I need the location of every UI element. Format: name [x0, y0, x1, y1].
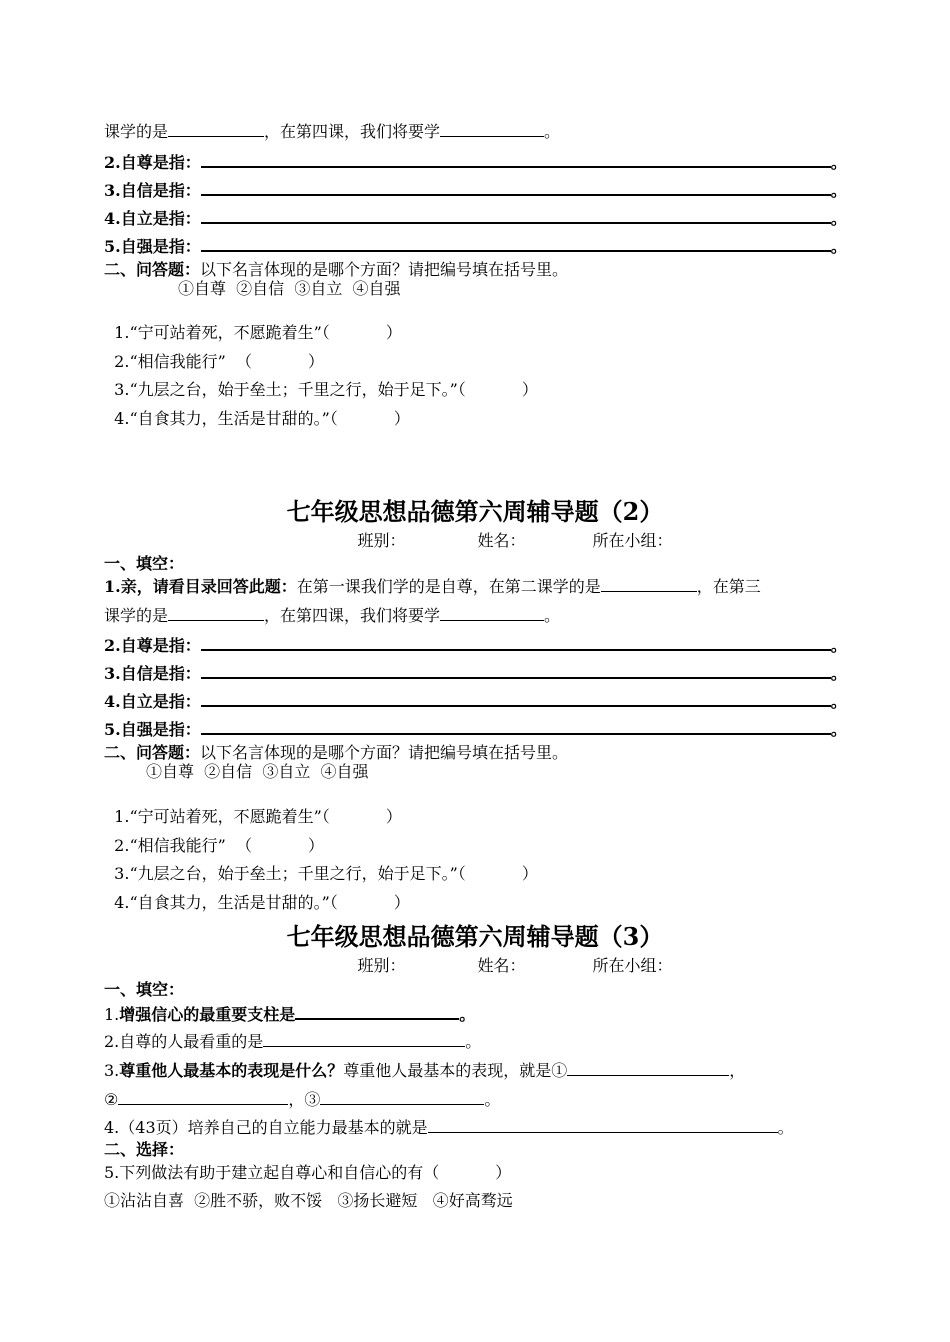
s2-def-end: 。: [830, 692, 847, 711]
s3-q1-blank[interactable]: [295, 1002, 459, 1020]
s3-q3-number: 3.: [104, 1061, 120, 1080]
s2-qa-heading: 二、问答题：: [104, 743, 201, 762]
s3-q2-end: 。: [465, 1032, 482, 1051]
s1-answer-blank-3[interactable]: [168, 120, 264, 137]
s1-quote-close: ）: [385, 323, 402, 342]
s3-q3-text: 尊重他人最基本的表现，就是①: [343, 1061, 568, 1080]
s2-q1-prompt: 1.亲，请看目录回答此题：: [104, 577, 297, 596]
s2-class-label: 班别：: [357, 531, 406, 550]
s2-def-end: 。: [830, 664, 847, 683]
s2-options: ①自尊 ②自信 ③自立 ④自强: [146, 762, 369, 781]
s2-q1-row: [104, 575, 761, 598]
s3-q3-marker-3: ，③: [288, 1090, 321, 1109]
s2-def-label-self-respect: 2.自尊是指：: [104, 636, 201, 655]
s2-fill-continuation: [104, 604, 560, 627]
s3-page-title: 七年级思想品德第六周辅导题（3）: [286, 922, 664, 951]
s3-q1-number: 1.: [104, 1005, 120, 1024]
s1-fill-continuation: [104, 120, 560, 143]
s3-q2-blank[interactable]: [263, 1030, 465, 1047]
s2-def-end: 。: [830, 720, 847, 739]
s2-fill-text-a: 课学的是: [104, 606, 169, 625]
s2-q1-end: ，在第三: [696, 577, 761, 596]
s3-group-label: 所在小组：: [592, 956, 673, 975]
s1-def-end: 。: [830, 237, 847, 256]
s2-qa-instruction: 以下名言体现的是哪个方面？请把编号填在括号里。: [200, 743, 569, 762]
s1-fill-text-a: 课学的是: [104, 122, 169, 141]
s1-answer-blank-4[interactable]: [440, 120, 544, 137]
s1-quote-text: 2.“相信我能行” （: [114, 352, 252, 371]
s3-q3-marker-2: ②: [104, 1090, 119, 1109]
s2-def-blank-self-respect[interactable]: [201, 633, 831, 651]
s3-class-label: 班别：: [357, 956, 406, 975]
s3-q2-text: 2.自尊的人最看重的是: [104, 1032, 264, 1051]
s3-q3-continuation: [104, 1088, 500, 1111]
s1-definition-row: [104, 206, 847, 230]
s1-fill-text-b: ，在第四课，我们将要学: [264, 122, 441, 141]
s1-def-blank-self-improvement[interactable]: [201, 234, 831, 252]
s2-quote-text: 2.“相信我能行” （: [114, 836, 252, 855]
s1-def-end: 。: [830, 181, 847, 200]
s2-student-info: [0, 530, 950, 552]
s1-def-end: 。: [830, 153, 847, 172]
s1-def-label-self-reliance: 4.自立是指：: [104, 209, 201, 228]
s1-quote-close: ）: [521, 380, 538, 399]
s3-name-label: 姓名：: [477, 956, 526, 975]
s2-quote-close: ）: [385, 807, 402, 826]
s1-def-label-self-confidence: 3.自信是指：: [104, 181, 201, 200]
s2-quote-row: [104, 870, 410, 914]
s1-quote-close: ）: [393, 409, 410, 428]
s1-fill-text-c: 。: [544, 122, 561, 141]
s2-quote-close: ）: [307, 836, 324, 855]
s2-quote-text: 1.“宁可站着死，不愿跪着生”（: [114, 807, 330, 826]
s3-q3-blank-1[interactable]: [567, 1059, 729, 1076]
s3-student-info: [0, 955, 950, 977]
s1-qa-heading: 二、问答题：: [104, 260, 201, 279]
s1-quote-text: 1.“宁可站着死，不愿跪着生”（: [114, 323, 330, 342]
s1-def-label-self-respect: 2.自尊是指：: [104, 153, 201, 172]
s2-answer-blank-4[interactable]: [440, 604, 544, 621]
s2-quote-text: 4.“自食其力，生活是甘甜的。”（: [114, 893, 338, 912]
s1-def-end: 。: [830, 209, 847, 228]
s1-definition-row: [104, 234, 847, 258]
s2-answer-blank-2[interactable]: [601, 575, 697, 592]
s2-quote-text: 3.“九层之台，始于垒土；千里之行，始于足下。”（: [114, 864, 466, 883]
s2-def-blank-self-confidence[interactable]: [201, 661, 831, 679]
s2-def-label-self-improvement: 5.自强是指：: [104, 720, 201, 739]
s2-fill-text-c: 。: [544, 606, 561, 625]
s3-q5-text: 5.下列做法有助于建立起自尊心和自信心的有（: [104, 1163, 440, 1182]
s1-definition-row: [104, 178, 847, 202]
s3-q3-row: [104, 1059, 745, 1082]
s3-q1-prompt: 增强信心的最重要支柱是: [119, 1005, 296, 1024]
s3-q1-end: 。: [459, 1005, 476, 1024]
s2-definition-row: [104, 661, 847, 685]
s2-quote-close: ）: [521, 864, 538, 883]
s2-quote-close: ）: [393, 893, 410, 912]
s2-def-label-self-reliance: 4.自立是指：: [104, 692, 201, 711]
s2-answer-blank-3[interactable]: [168, 604, 264, 621]
s2-fill-heading: 一、填空：: [104, 554, 185, 573]
s1-quote-row: [104, 386, 410, 430]
s1-quote-text: 3.“九层之台，始于垒土；千里之行，始于足下。”（: [114, 380, 466, 399]
s3-q5-row: [104, 1162, 511, 1184]
s3-q1-row: [104, 1002, 475, 1026]
s2-page-title: 七年级思想品德第六周辅导题（2）: [286, 497, 664, 526]
s3-q4-row: [104, 1116, 794, 1139]
s3-q4-blank[interactable]: [428, 1116, 778, 1133]
s3-q3-blank-3[interactable]: [320, 1088, 484, 1105]
s3-q3-blank-2[interactable]: [118, 1088, 288, 1105]
s3-q5-close: ）: [495, 1163, 512, 1182]
s1-def-blank-self-confidence[interactable]: [201, 178, 831, 196]
s3-fill-heading: 一、填空：: [104, 980, 185, 999]
s1-def-label-self-improvement: 5.自强是指：: [104, 237, 201, 256]
s1-def-blank-self-reliance[interactable]: [201, 206, 831, 224]
s3-q2-row: [104, 1030, 481, 1053]
s1-quote-close: ）: [307, 352, 324, 371]
s2-def-end: 。: [830, 636, 847, 655]
s1-definition-row: [104, 150, 847, 174]
s1-def-blank-self-respect[interactable]: [201, 150, 831, 168]
s2-name-label: 姓名：: [477, 531, 526, 550]
s1-quote-text: 4.“自食其力，生活是甘甜的。”（: [114, 409, 338, 428]
s1-options: ①自尊 ②自信 ③自立 ④自强: [178, 279, 401, 298]
s3-choice-heading: 二、选择：: [104, 1140, 185, 1159]
s2-def-label-self-confidence: 3.自信是指：: [104, 664, 201, 683]
s2-definition-row: [104, 717, 847, 741]
s2-definition-row: [104, 689, 847, 713]
s3-q5-options: ①沾沾自喜 ②胜不骄，败不馁 ③扬长避短 ④好高骛远: [104, 1191, 513, 1210]
s3-q3-end: 。: [484, 1090, 501, 1109]
s2-q1-text: 在第一课我们学的是自尊，在第二课学的是: [296, 577, 601, 596]
s1-qa-instruction: 以下名言体现的是哪个方面？请把编号填在括号里。: [200, 260, 569, 279]
s3-q4-end: 。: [777, 1118, 794, 1137]
s2-definition-row: [104, 633, 847, 657]
s3-q3-prompt: 尊重他人最基本的表现是什么？: [119, 1061, 344, 1080]
s2-group-label: 所在小组：: [592, 531, 673, 550]
s3-q3-comma: ，: [729, 1061, 746, 1080]
s2-def-blank-self-improvement[interactable]: [201, 717, 831, 735]
s2-fill-text-b: ，在第四课，我们将要学: [264, 606, 441, 625]
s3-q4-text: 4.（43页）培养自己的自立能力最基本的就是: [104, 1118, 428, 1137]
s2-def-blank-self-reliance[interactable]: [201, 689, 831, 707]
